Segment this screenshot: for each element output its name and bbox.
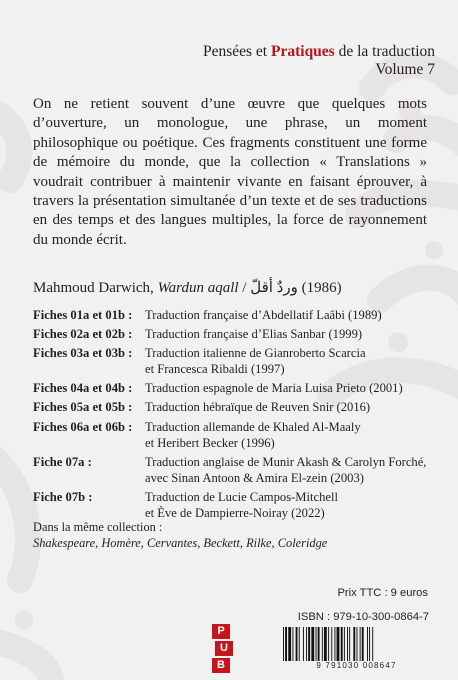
collection-list: Dans la même collection : Shakespeare, Homère, Cervantes, Beckett, Rilke, Coleridge bbox=[33, 520, 328, 550]
fiche-row-continuation bbox=[33, 435, 426, 451]
fiche-key: Fiche 07b : bbox=[33, 489, 93, 504]
fiche-key bbox=[33, 470, 145, 486]
fiche-row bbox=[33, 307, 426, 323]
fiche-row bbox=[33, 454, 426, 470]
work-title-line: Mahmoud Darwich, Wardun aqall / وردٌ أقلّ (1986) bbox=[33, 280, 342, 296]
barcode-bar bbox=[288, 627, 291, 661]
publisher-logo-letter: P bbox=[212, 624, 230, 639]
collection-description: On ne retient souvent d’une œuvre que quelques mots d’ouverture, un monologue, une phrase, un moment philosophique ou poétique. Ces fragments constituent une forme de mémoire du monde, que la collection « Translations » voudrait contribuer à maintenir vivante en faisant éprouver, à travers la présentation simultanée d’un texte et de ses traductions en des temps et des langues multiples, la force de rayonnement du monde écrit. bbox=[33, 96, 427, 248]
fiche-key bbox=[33, 361, 145, 377]
barcode-bar bbox=[353, 627, 355, 661]
barcode-bar bbox=[337, 627, 340, 661]
fiche-row bbox=[33, 399, 426, 415]
barcode-bar bbox=[341, 627, 343, 661]
volume-number: Volume 7 bbox=[375, 61, 435, 78]
barcode-number: 9 791030 008647 bbox=[316, 661, 397, 670]
barcode-bar bbox=[362, 627, 364, 661]
barcode-bar bbox=[369, 627, 370, 661]
fiche-key: Fiches 05a et 05b : bbox=[33, 400, 133, 415]
work-title-arabic: وردٌ أقلّ bbox=[250, 280, 298, 296]
barcode-bar bbox=[372, 627, 373, 661]
fiche-key: Fiches 02a et 02b : bbox=[33, 327, 133, 342]
barcode-bar bbox=[324, 627, 327, 661]
barcode-bar bbox=[367, 627, 368, 661]
fiche-description: Traduction française d’Elias Sanbar (1999) bbox=[145, 327, 363, 342]
fiche-description: et Ève de Dampierre-Noiray (2022) bbox=[145, 506, 325, 521]
barcode-bar bbox=[308, 627, 310, 661]
fiche-description: et Heribert Becker (1996) bbox=[145, 435, 275, 450]
barcode-bar bbox=[311, 627, 314, 661]
translation-list bbox=[33, 307, 426, 521]
series-title-accent: Pratiques bbox=[271, 43, 335, 60]
publisher-logo-letter: B bbox=[212, 658, 230, 673]
collection-authors: Shakespeare, Homère, Cervantes, Beckett, Rilke, Coleridge bbox=[33, 536, 328, 550]
fiche-key: Fiches 03a et 03b : bbox=[33, 346, 133, 361]
barcode-bar bbox=[360, 627, 361, 661]
isbn-label: ISBN : 979-10-300-0864-7 bbox=[297, 611, 429, 623]
barcode-bar bbox=[328, 627, 329, 661]
fiche-description: Traduction anglaise de Munir Akash & Carolyn Forché, bbox=[145, 454, 427, 469]
fiche-key: Fiches 04a et 04b : bbox=[33, 381, 133, 396]
series-header bbox=[203, 43, 435, 79]
fiche-row-continuation bbox=[33, 470, 426, 486]
barcode-bar bbox=[344, 627, 345, 661]
series-title: Pensées et Pratiques de la traduction bbox=[202, 43, 435, 60]
fiche-row bbox=[33, 419, 426, 435]
fiche-row bbox=[33, 380, 426, 396]
barcode-bar bbox=[285, 627, 287, 661]
fiche-row-continuation bbox=[33, 361, 426, 377]
barcode-bar bbox=[349, 627, 350, 661]
fiche-description: Traduction hébraïque de Reuven Snir (2016) bbox=[145, 400, 371, 415]
fiche-description: et Francesca Ribaldi (1997) bbox=[145, 362, 285, 377]
fiche-description: Traduction française d’Abdellatif Laâbi (1989) bbox=[145, 308, 382, 322]
fiche-key: Fiches 01a et 01b : bbox=[33, 308, 133, 322]
work-title: Wardun aqall bbox=[157, 280, 239, 296]
fiche-description: Traduction de Lucie Campos-Mitchell bbox=[145, 489, 338, 504]
barcode-block bbox=[280, 595, 429, 677]
barcode-bar bbox=[283, 627, 284, 661]
barcode-bar bbox=[318, 627, 320, 661]
barcode-bar bbox=[292, 627, 293, 661]
barcode-bar bbox=[299, 627, 300, 661]
publisher-logo-letter: U bbox=[215, 641, 233, 656]
fiche-row bbox=[33, 345, 426, 361]
fiche-description: Traduction italienne de Gianroberto Scarcia bbox=[145, 346, 366, 361]
fiche-row bbox=[33, 326, 426, 342]
fiche-row bbox=[33, 489, 426, 505]
fiche-description: Traduction espagnole de Maria Luisa Prieto (2001) bbox=[145, 381, 403, 396]
barcode-bar bbox=[316, 627, 317, 661]
barcode-bar bbox=[296, 627, 298, 661]
barcode-bar bbox=[357, 627, 358, 661]
barcode-bar bbox=[303, 627, 304, 661]
publisher-logo bbox=[212, 624, 234, 675]
barcode-bar bbox=[331, 627, 332, 661]
fiche-key: Fiches 06a et 06b : bbox=[33, 419, 133, 434]
barcode bbox=[283, 627, 429, 663]
fiche-description: avec Sinan Antoon & Amira El-zein (2003) bbox=[145, 470, 364, 485]
fiche-description: Traduction allemande de Khaled Al-Maaly bbox=[145, 419, 361, 434]
barcode-bar bbox=[306, 627, 307, 661]
barcode-bar bbox=[322, 627, 323, 661]
fiche-key: Fiche 07a : bbox=[33, 454, 92, 469]
barcode-bar bbox=[334, 627, 335, 661]
barcode-bar bbox=[347, 627, 348, 661]
fiche-key bbox=[33, 435, 145, 451]
price-label: Prix TTC : 9 euros bbox=[337, 587, 428, 599]
